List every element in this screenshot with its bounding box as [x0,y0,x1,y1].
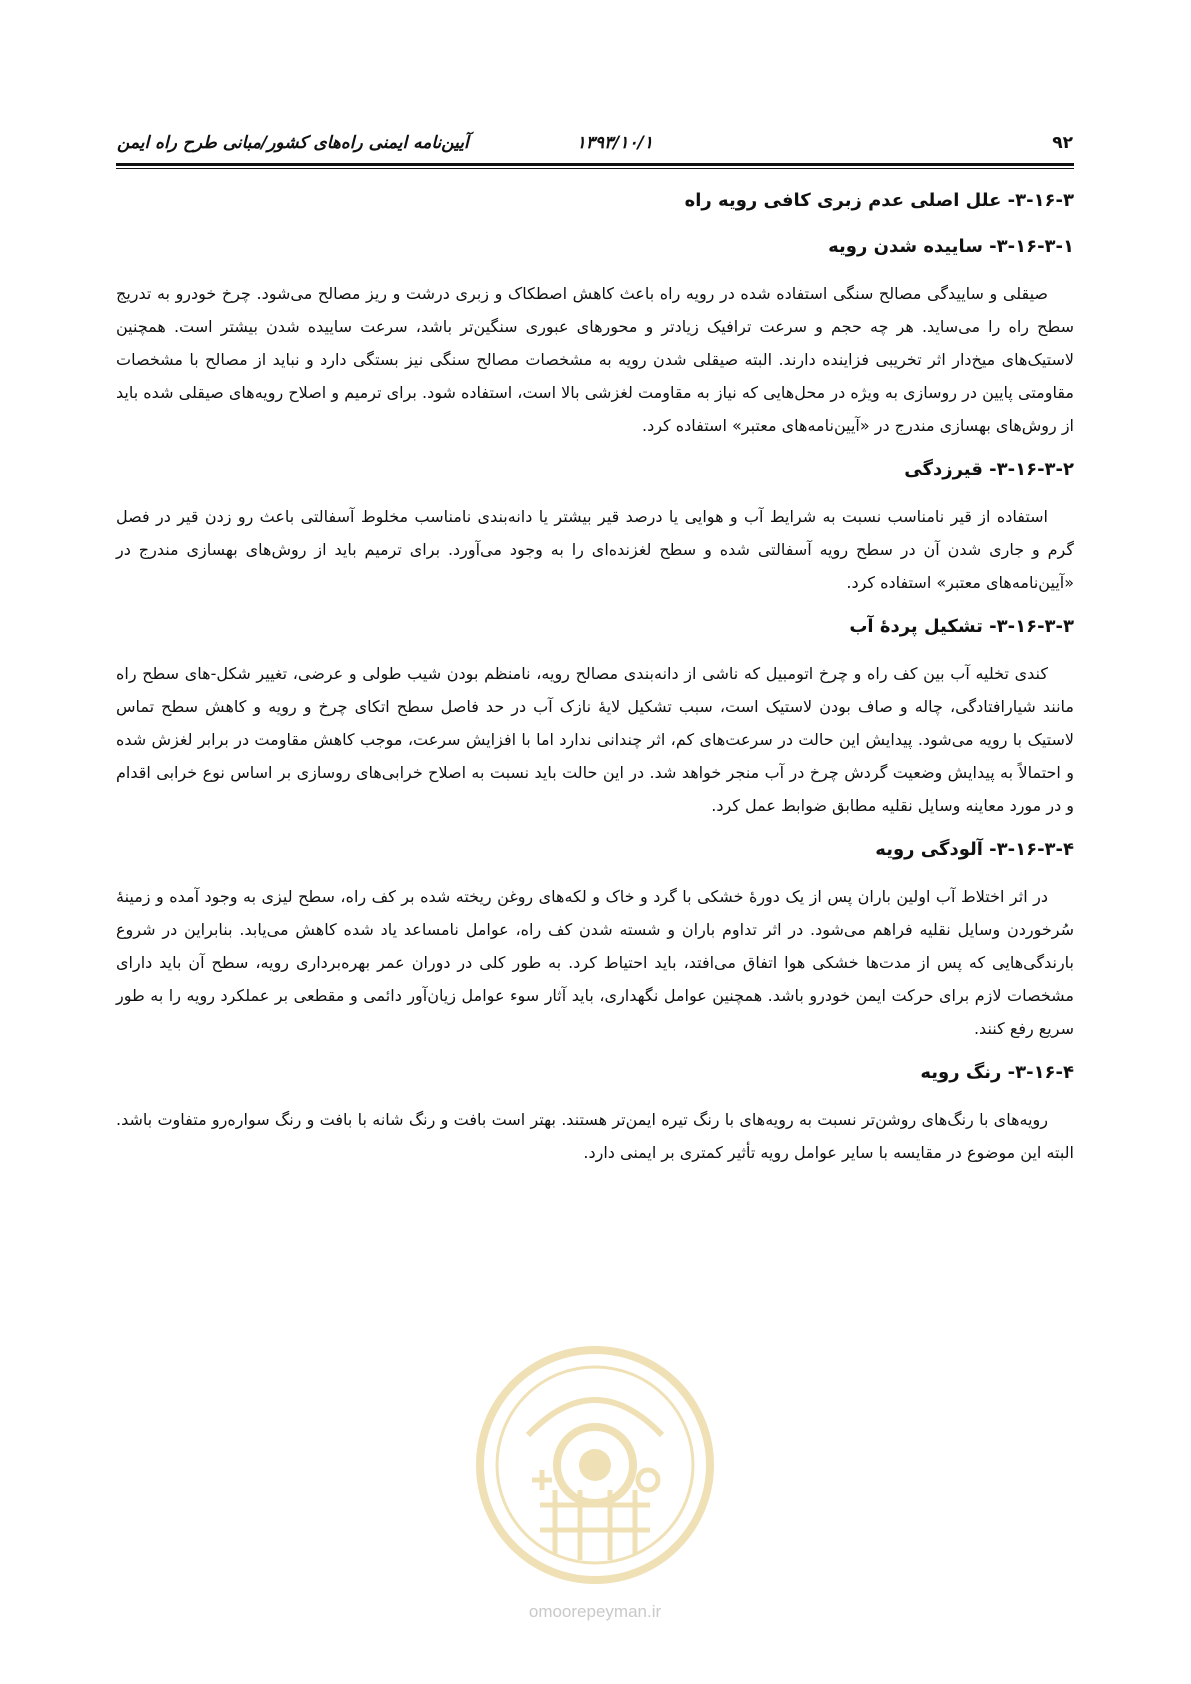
body-paragraph: استفاده از قیر نامناسب نسبت به شرایط آب و هوایی یا درصد قیر بیشتر یا دانه‌بندی نامناسب مخلوط آسفالتی باعث رو زدن قیر در فصل گرم و جاری شدن آن در سطح رویه آسفالتی شده و سطح لغزنده‌ای را به وجود می‌آورد. برای ترمیم باید از روش‌های بهسازی مندرج در «آیین‌نامه‌های معتبر» استفاده کرد. [116,507,1074,592]
body-paragraph: رویه‌های با رنگ‌های روشن‌تر نسبت به رویه‌های با رنگ تیره ایمن‌تر هستند. بهتر است بافت و رنگ شانه با بافت و رنگ سواره‌رو متفاوت باشد. البته این موضوع در مقایسه با سایر عوامل رویه تأثیر کمتری بر ایمنی دارد. [116,1110,1074,1162]
section-heading: ۳-۱۶-۳-۲- قیرزدگی [904,459,1074,480]
header-date: ۱۳۹۳/۱۰/۱ [576,133,653,153]
document-body [116,185,1074,1181]
section-heading: ۳-۱۶-۳-۴- آلودگی رویه [875,839,1074,860]
section-heading: ۳-۱۶-۳- علل اصلی عدم زبری کافی رویه راه [684,190,1074,211]
page-number: ۹۲ [1052,133,1073,153]
section-heading: ۳-۱۶-۴- رنگ رویه [920,1062,1074,1083]
header-divider [116,163,1074,166]
section-heading: ۳-۱۶-۳-۱- ساییده شدن رویه [828,236,1074,257]
running-header [117,128,1073,158]
watermark-seal-icon [470,1340,720,1590]
body-paragraph: کندی تخلیه آب بین کف راه و چرخ اتومبیل که ناشی از دانه‌بندی مصالح رویه، نامنظم بودن شیب طولی و عرضی، تغییر شکل‌-های سطح راه مانند شیارافتادگی، چاله و صاف بودن لاستیک است، سبب تشکیل لایهٔ نازک آب در حد فاصل سطح اتکای چرخ و رویه و کاهش سطح تماس لاستیک با رویه می‌شود. پیدایش این حالت در سرعت‌های کم، اثر چندانی ندارد اما با افزایش سرعت، موجب کاهش مقاومت در برابر لغزش شده و احتمالاً به پیدایش وضعیت گردش چرخ در آب منجر خواهد شد. در این حالت باید نسبت به اصلاح خرابی‌های روسازی بر اساس نوع خرابی اقدام و در مورد معاینه وسایل نقلیه مطابق ضوابط عمل کرد. [116,664,1074,815]
header-title: آیین‌نامه ایمنی راه‌های کشور/مبانی طرح راه ایمن [117,133,469,153]
body-paragraph: صیقلی و ساییدگی مصالح سنگی استفاده شده در رویه راه باعث کاهش اصطکاک و زبری درشت و ریز مصالح می‌شود. چرخ خودرو به تدریج سطح راه را می‌ساید. هر چه حجم و سرعت ترافیک زیادتر و محورهای عبوری سنگین‌تر باشد، سرعت ساییده شدن بیشتر است. همچنین لاستیک‌های میخ‌دار اثر تخریبی فزاینده دارند. البته صیقلی شدن رویه به مشخصات مصالح سنگی نیز بستگی دارد و نباید از مصالح با مشخصات مقاومتی پایین در روسازی به ویژه در محل‌هایی که نیاز به مقاومت لغزشی بالا است، استفاده شود. برای ترمیم و اصلاح رویه‌های صیقلی شده باید از روش‌های بهسازی مندرج در «آیین‌نامه‌های معتبر» استفاده کرد. [116,284,1074,435]
watermark-url: omoorepeyman.ir [528,1602,662,1621]
section-heading: ۳-۱۶-۳-۳- تشکیل پردهٔ آب [849,616,1074,637]
header-divider-thin [116,168,1074,169]
body-paragraph: در اثر اختلاط آب اولین باران پس از یک دورهٔ خشکی با گرد و خاک و لکه‌های روغن ریخته شده بر کف راه، سطح لیزی به وجود آمده و زمینهٔ سُرخوردن وسایل نقلیه فراهم می‌شود. در اثر تداوم باران و شسته شدن کف راه، عوامل نامساعد یاد شده کاهش می‌یابد. بنابراین در شروع بارندگی‌هایی که پس از مدت‌ها خشکی هوا اتفاق می‌افتد، باید احتیاط کرد. به طور کلی در دوران عمر بهره‌برداری رویه، سطح آن باید دارای مشخصات لازم برای حرکت ایمن خودرو باشد. همچنین عوامل نگهداری، باید آثار سوء عوامل زیان‌آور دائمی و مقطعی بر عملکرد رویه را به طور سریع رفع کنند. [116,887,1074,1038]
